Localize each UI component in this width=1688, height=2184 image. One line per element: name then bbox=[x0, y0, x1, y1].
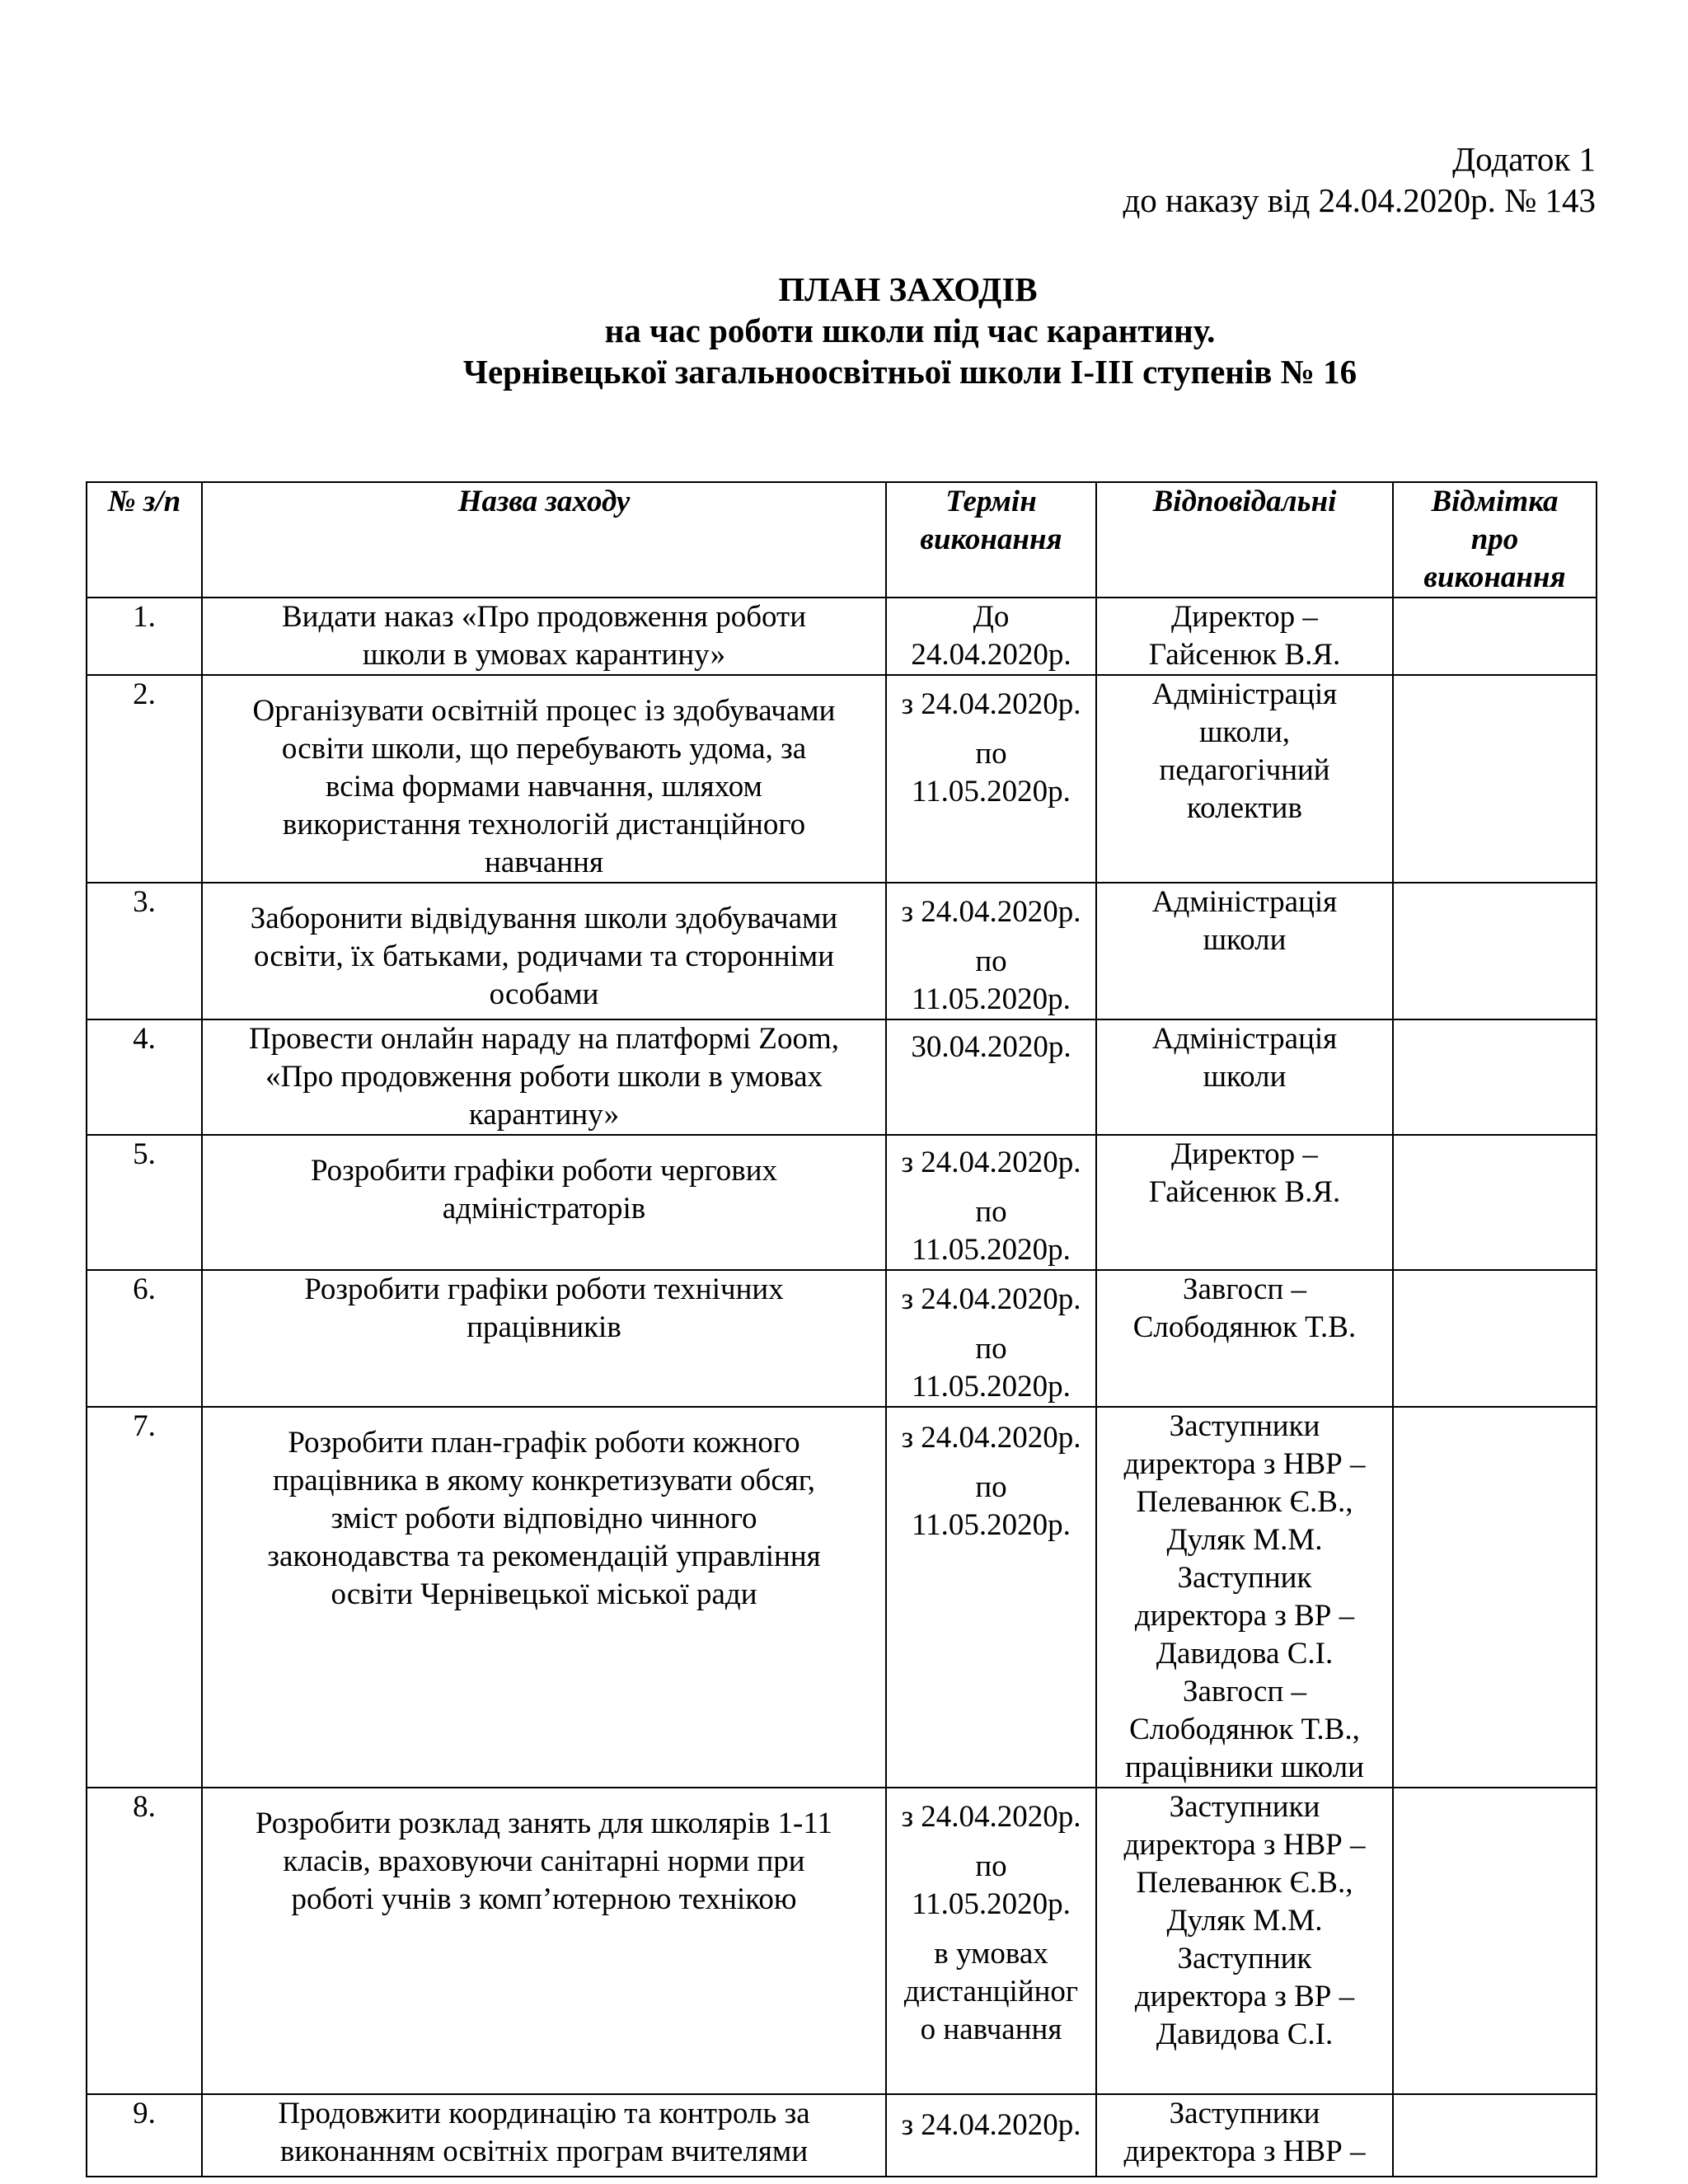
measure-name: Продовжити координацію та контроль за виконанням освітніх програм вчителями bbox=[202, 2094, 886, 2177]
deadline: з 24.04.2020р. по 11.05.2020р. bbox=[886, 675, 1096, 883]
plan-table bbox=[86, 481, 1597, 2177]
completion-mark bbox=[1393, 1019, 1597, 1135]
measure-name: Організувати освітній процес із здобувачами освіти школи, що перебувають удома, за всіма формами навчання, шляхом використання технологій дистанційного навчання bbox=[202, 675, 886, 883]
annex-line-2: до наказу від 24.04.2020р. № 143 bbox=[1123, 181, 1596, 219]
responsible: Заступники директора з НВР – Пелеванюк Є.В., Дуляк М.М. Заступник директора з ВР – Давидова С.І. Завгосп – Слободянюк Т.В., працівники школи bbox=[1096, 1407, 1393, 1788]
table-row bbox=[87, 1407, 1597, 1788]
table-row bbox=[87, 675, 1597, 883]
completion-mark bbox=[1393, 883, 1597, 1019]
table-row bbox=[87, 1019, 1597, 1135]
responsible: Адміністрація школи, педагогічний колектив bbox=[1096, 675, 1393, 883]
completion-mark bbox=[1393, 1407, 1597, 1788]
document-title bbox=[0, 269, 1688, 392]
header-term: Термін виконання bbox=[886, 482, 1096, 598]
table-row bbox=[87, 1270, 1597, 1407]
row-number: 2. bbox=[87, 675, 202, 883]
row-number: 6. bbox=[87, 1270, 202, 1407]
header-num: № з/п bbox=[87, 482, 202, 598]
table-row bbox=[87, 598, 1597, 675]
responsible: Заступники директора з НВР – Пелеванюк Є.В., Дуляк М.М. Заступник директора з ВР – Давидова С.І. bbox=[1096, 1788, 1393, 2094]
deadline: з 24.04.2020р. bbox=[886, 2094, 1096, 2177]
measure-name: Розробити план-графік роботи кожного працівника в якому конкретизувати обсяг, зміст роботи відповідно чинного законодавства та рекомендацій управління освіти Чернівецької міської ради bbox=[202, 1407, 886, 1788]
title-line-1: ПЛАН ЗАХОДІВ bbox=[778, 270, 1038, 308]
deadline: До 24.04.2020р. bbox=[886, 598, 1096, 675]
responsible: Адміністрація школи bbox=[1096, 1019, 1393, 1135]
header-mark: Відмітка про виконання bbox=[1393, 482, 1597, 598]
table-header-row bbox=[87, 482, 1597, 598]
row-number: 9. bbox=[87, 2094, 202, 2177]
deadline: з 24.04.2020р. по 11.05.2020р. bbox=[886, 1135, 1096, 1270]
deadline: з 24.04.2020р. по 11.05.2020р. bbox=[886, 883, 1096, 1019]
annex-line-1: Додаток 1 bbox=[1452, 140, 1596, 178]
completion-mark bbox=[1393, 1135, 1597, 1270]
table-row bbox=[87, 1135, 1597, 1270]
responsible: Адміністрація школи bbox=[1096, 883, 1393, 1019]
completion-mark bbox=[1393, 2094, 1597, 2177]
completion-mark bbox=[1393, 1270, 1597, 1407]
row-number: 5. bbox=[87, 1135, 202, 1270]
header-resp: Відповідальні bbox=[1096, 482, 1393, 598]
completion-mark bbox=[1393, 1788, 1597, 2094]
title-line-3: Чернівецької загальноосвітньої школи І-ІІІ ступенів № 16 bbox=[462, 353, 1357, 391]
responsible: Директор – Гайсенюк В.Я. bbox=[1096, 1135, 1393, 1270]
table-row bbox=[87, 2094, 1597, 2177]
row-number: 4. bbox=[87, 1019, 202, 1135]
measure-name: Розробити графіки роботи технічних працівників bbox=[202, 1270, 886, 1407]
title-line-2: на час роботи школи під час карантину. bbox=[604, 312, 1216, 349]
table-row bbox=[87, 883, 1597, 1019]
measure-name: Заборонити відвідування школи здобувачами освіти, їх батьками, родичами та сторонніми особами bbox=[202, 883, 886, 1019]
measure-name: Видати наказ «Про продовження роботи школи в умовах карантину» bbox=[202, 598, 886, 675]
deadline: з 24.04.2020р. по 11.05.2020р. в умовах дистанційног о навчання bbox=[886, 1788, 1096, 2094]
deadline: з 24.04.2020р. по 11.05.2020р. bbox=[886, 1270, 1096, 1407]
row-number: 1. bbox=[87, 598, 202, 675]
row-number: 7. bbox=[87, 1407, 202, 1788]
measure-name: Розробити графіки роботи чергових адміністраторів bbox=[202, 1135, 886, 1270]
annex-reference bbox=[1123, 138, 1596, 221]
row-number: 3. bbox=[87, 883, 202, 1019]
header-name: Назва заходу bbox=[202, 482, 886, 598]
completion-mark bbox=[1393, 598, 1597, 675]
responsible: Завгосп – Слободянюк Т.В. bbox=[1096, 1270, 1393, 1407]
completion-mark bbox=[1393, 675, 1597, 883]
table-row bbox=[87, 1788, 1597, 2094]
responsible: Директор – Гайсенюк В.Я. bbox=[1096, 598, 1393, 675]
deadline: 30.04.2020р. bbox=[886, 1019, 1096, 1135]
responsible: Заступники директора з НВР – bbox=[1096, 2094, 1393, 2177]
measure-name: Провести онлайн нараду на платформі Zoom, «Про продовження роботи школи в умовах карантину» bbox=[202, 1019, 886, 1135]
measure-name: Розробити розклад занять для школярів 1-11 класів, враховуючи санітарні норми при роботі учнів з комп’ютерною технікою bbox=[202, 1788, 886, 2094]
row-number: 8. bbox=[87, 1788, 202, 2094]
deadline: з 24.04.2020р. по 11.05.2020р. bbox=[886, 1407, 1096, 1788]
